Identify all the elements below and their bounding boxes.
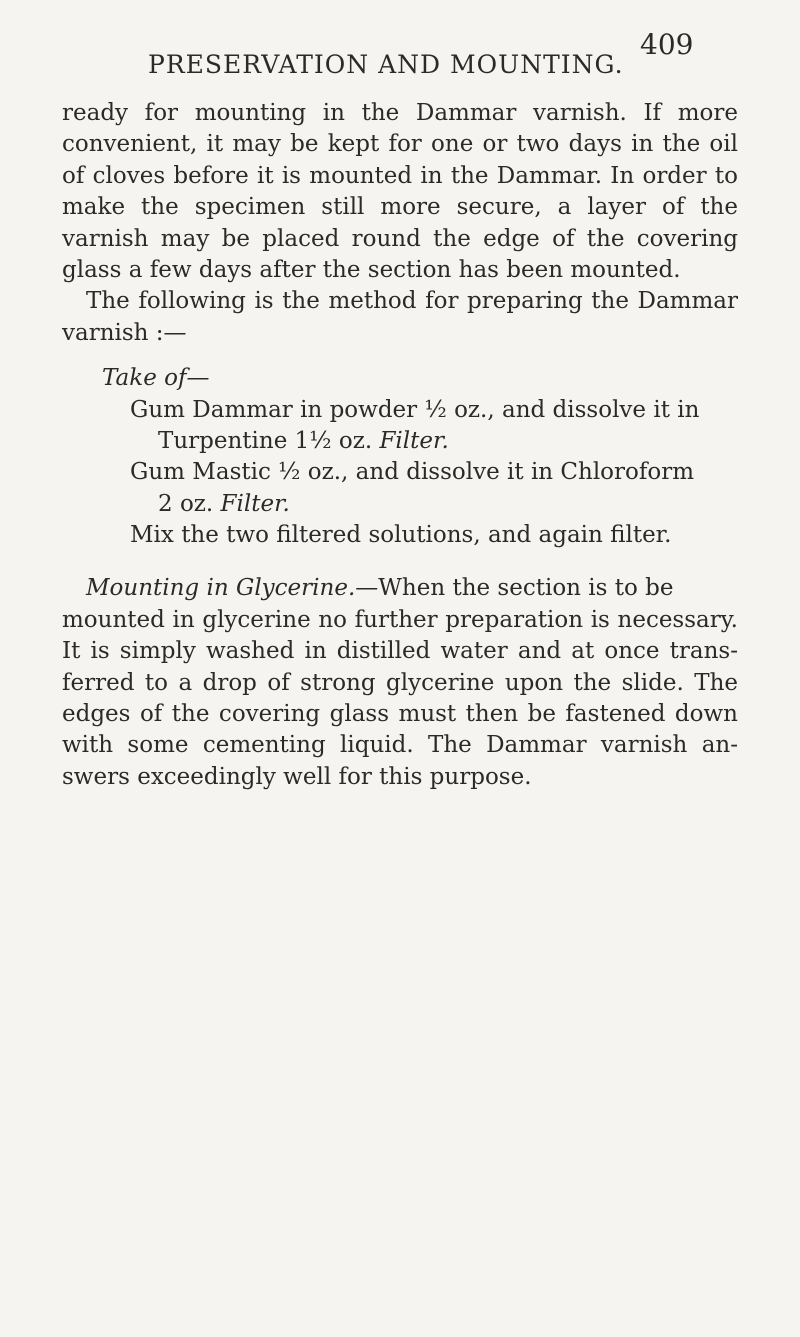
text-line: varnish may be placed round the edge of the covering	[62, 225, 738, 252]
section-heading: Mounting in Glycerine.	[86, 575, 356, 602]
recipe-item: Gum Dammar in powder ½ oz., and dissolve it in	[130, 396, 700, 423]
text-line: varnish :—	[62, 319, 187, 346]
text-line: glass a few days after the section has been mounted.	[62, 256, 681, 283]
text-line: edges of the covering glass must then be fastened down	[62, 701, 738, 728]
text-line: swers exceedingly well for this purpose.	[62, 763, 532, 790]
body-text	[62, 98, 738, 793]
spacer	[62, 551, 738, 573]
recipe-item	[62, 489, 738, 520]
recipe-text: Turpentine 1½ oz.	[158, 427, 373, 454]
text-line: It is simply washed in distilled water and at once trans-	[62, 638, 738, 665]
recipe-item: Mix the two filtered solutions, and again filter.	[130, 522, 672, 549]
section-opening-line	[62, 573, 738, 604]
text-run: —When the section is to be	[355, 575, 674, 602]
running-title: PRESERVATION AND MOUNTING.	[148, 50, 624, 79]
running-head	[148, 28, 708, 88]
recipe-text: 2 oz.	[158, 490, 214, 517]
text-line: of cloves before it is mounted in the Dammar. In order to	[62, 162, 738, 189]
text-line: with some cementing liquid. The Dammar varnish an-	[62, 732, 738, 759]
page-number: 409	[640, 28, 694, 61]
recipe-item: Gum Mastic ½ oz., and dissolve it in Chloroform	[130, 459, 695, 486]
text-line: ferred to a drop of strong glycerine upon the slide. The	[62, 669, 738, 696]
text-line: ready for mounting in the Dammar varnish. If more	[62, 100, 738, 126]
recipe-item	[62, 426, 738, 457]
recipe-heading: Take of—	[102, 365, 210, 392]
text-line: mounted in glycerine no further preparation is necessary.	[62, 606, 738, 633]
recipe-filter: Filter.	[379, 427, 449, 454]
spacer	[62, 349, 738, 363]
text-line: The following is the method for preparing the Dammar	[86, 288, 738, 315]
text-line: make the specimen still more secure, a layer of the	[62, 194, 738, 221]
recipe-filter: Filter.	[220, 490, 290, 517]
text-line: convenient, it may be kept for one or two days in the oil	[62, 131, 738, 158]
